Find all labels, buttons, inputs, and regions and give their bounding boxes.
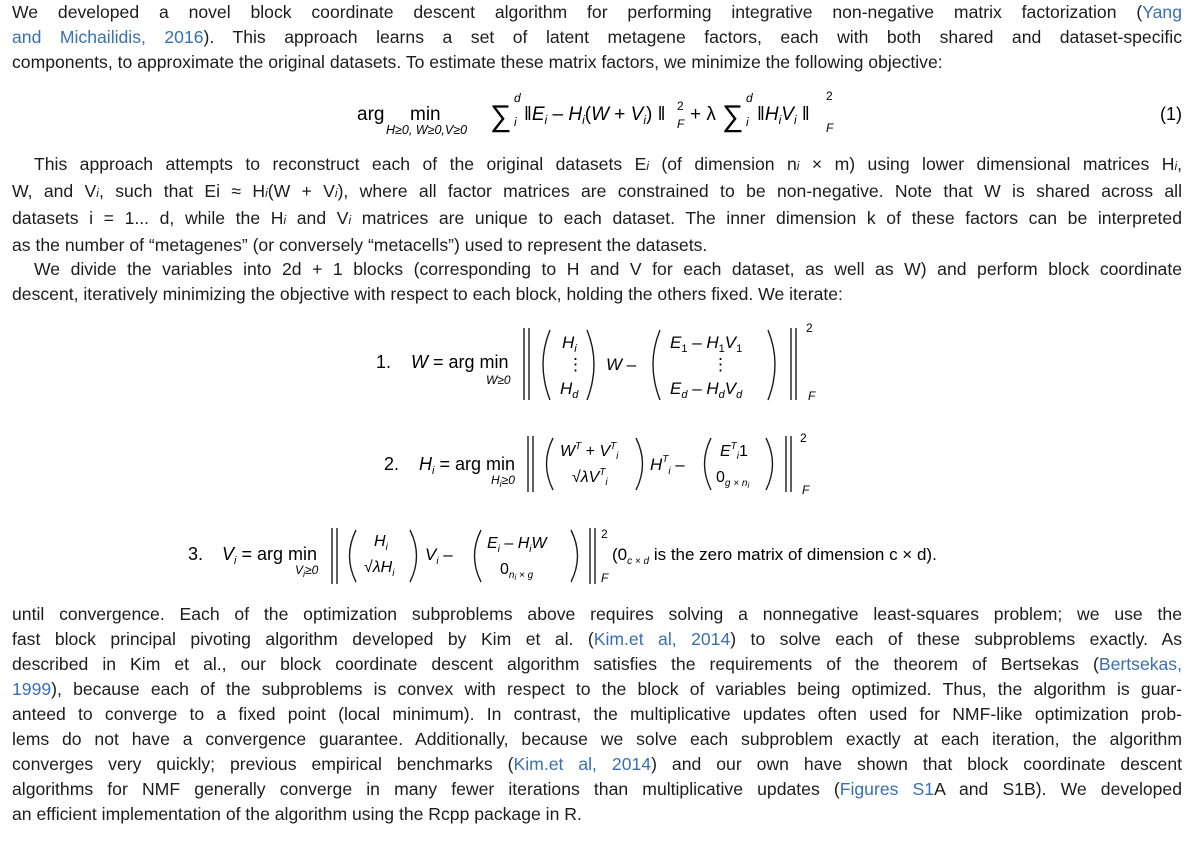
p2-text: × m) using lower dimensional matrices H — [799, 154, 1175, 174]
eq1-arg: arg — [357, 104, 385, 125]
equation-1 — [0, 82, 1196, 150]
eq1-min: min — [410, 104, 441, 125]
svg-text:Vi –: $V_i$ – — [425, 545, 453, 567]
svg-text:i: i — [746, 115, 749, 129]
p2-text: matrices are unique to each dataset. The inner dimension k of these factors can be interpreted — [351, 208, 1182, 228]
svg-text:ETi1: $E^T_i1$ — [720, 441, 748, 462]
p2-text: ), where all factor matrices are constrained to be non-negative. Note that W is shared across all — [337, 181, 1182, 201]
p4-text: algorithms for NMF generally converge in many fewer iterations than multiplicative updates ( — [12, 779, 840, 799]
step-3-equation — [0, 524, 1196, 590]
p4-text: A and S1B). We developed — [934, 779, 1182, 799]
citation-link[interactable]: 1999 — [12, 679, 52, 699]
svg-text:W = arg min: W = arg min — [411, 352, 509, 372]
svg-text:√λVTi: $√\lambda V^T_i$ — [572, 467, 608, 488]
citation-link[interactable]: Bertsekas, — [1098, 654, 1182, 674]
svg-text:2: 2 — [826, 89, 833, 103]
svg-text:F: F — [826, 121, 834, 135]
p4-text: an efficient implementation of the algorithm using the Rcpp package in R. — [12, 804, 582, 824]
svg-text:HTi –: $H^T_i$ – — [650, 454, 685, 477]
citation-link[interactable]: Kim.et al, 2014 — [593, 629, 731, 649]
svg-text:W –: W – — [606, 355, 637, 374]
eq1-number: (1) — [1160, 104, 1182, 124]
paragraph-3 — [12, 257, 1182, 307]
svg-text:i: i — [514, 115, 517, 129]
svg-text:2: 2 — [601, 527, 608, 541]
p2-text: W, and V — [12, 181, 97, 201]
p4-text: anteed to converge to a fixed point (local minimum). In contrast, the multiplicative updates often used for NMF-like optimization prob- — [12, 704, 1182, 724]
p3-text: We divide the variables into 2d + 1 blocks (corresponding to H and V for each dataset, as well as W) and perform block coordinate — [34, 259, 1182, 279]
citation-link[interactable]: Kim.et al, 2014 — [513, 754, 652, 774]
svg-text:W≥0: W≥0 — [486, 373, 511, 387]
step-2-equation — [0, 428, 1196, 498]
p2-text: (W + V — [267, 181, 335, 201]
svg-text:Hi: $H_i$ — [374, 533, 388, 553]
p4-text: lems do not have a convergence guarantee. Additionally, because we solve each subproblem exactly at each iteration, the algorithm — [12, 729, 1182, 749]
eq1-sum: ∑ — [490, 100, 512, 133]
svg-text:F: F — [802, 483, 810, 497]
svg-text:2: 2 — [677, 99, 684, 113]
svg-text:2: 2 — [806, 321, 813, 335]
svg-text:(0c × d is the zero matrix of: ($0_{c \times d}$ is the zero matrix of dimension c × d). — [612, 545, 937, 567]
step-3-number: 3. — [188, 544, 204, 564]
p4-text: ) and our own have shown that block coordinate descent — [651, 754, 1182, 774]
p4-text: until convergence. Each of the optimization subproblems above requires solving a nonnegative least-squares problem; we use the — [12, 604, 1182, 624]
svg-text:∑: ∑ — [722, 100, 744, 133]
svg-text:‖HiVi ‖: $‖H_iV_i$ ‖ — [757, 104, 810, 127]
svg-text:d: d — [514, 91, 521, 105]
step-2-number: 2. — [384, 454, 400, 474]
p2-text: datasets i = 1... d, while the H — [12, 208, 284, 228]
svg-text:Hd: $H_d$ — [560, 379, 579, 401]
svg-text:Vi = arg min: $V_i$ = arg min — [222, 544, 318, 567]
svg-text:WT + VTi: $W^T + V^T_i$ — [560, 441, 619, 462]
p2-text: as the number of “metagenes” (or conversely “metacells”) used to represent the datasets. — [12, 235, 708, 255]
p2-text: This approach attempts to reconstruct each of the original datasets E — [34, 154, 647, 174]
paragraph-2: This approach attempts to reconstruct each of the original datasets Ei (of dimension ni × m) using lower dimensional matrices Hi, W, and Vi, such that Ei ≈ Hi(W + Vi), where all factor matrices are constrained to be non-negative. Note that W is shared across all datasets i = 1... d, while the Hi and Vi matrices are unique to each dataset. The inner dimension k of these factors can be interpreted as the number of “metagenes” (or conversely “metacells”) used to represent the datasets. — [12, 152, 1182, 258]
paragraph-4 — [12, 602, 1182, 827]
svg-text:0ni × g: $0_ni \times g$ — [500, 561, 534, 582]
intro-text: components, to approximate the original datasets. To estimate these matrix factors, we minimize the following objective: — [12, 52, 943, 72]
svg-text:‖Ei – Hi(W + Vi) ‖: $‖E_i - H_i(W + V_i)$ ‖ — [524, 104, 666, 127]
p2-text: , such that Ei ≈ H — [98, 181, 266, 201]
svg-text:Ei – HiW: $E_i - H_iW$ — [487, 535, 547, 555]
svg-text:2: 2 — [800, 431, 807, 445]
svg-text:Vi≥0: $V_i\ge 0$ — [295, 563, 319, 579]
step-1-equation — [0, 318, 1196, 410]
intro-paragraph — [12, 0, 1182, 75]
p2-text: and V — [286, 208, 349, 228]
svg-text:Ed – HdVd: $E_d - H_dV_d$ — [670, 379, 743, 401]
p4-text: converges very quickly; previous empirical benchmarks ( — [12, 754, 514, 774]
intro-text: ). This approach learns a set of latent metagene factors, each with both shared and dataset-specific — [203, 27, 1183, 47]
svg-text:Hi = arg min: $H_i$ = arg min — [419, 454, 515, 477]
step-1-number: 1. — [376, 352, 392, 372]
p2-text: (of dimension n — [648, 154, 797, 174]
svg-text:√λHi: $√\lambda H_i$ — [364, 559, 395, 579]
svg-text:0g × ni: $0_{g \times n}i$ — [716, 469, 750, 490]
p4-text: ), because each of the subproblems is convex with respect to the block of variables being optimized. Thus, the algorithm is guar- — [51, 679, 1182, 699]
p4-text: described in Kim et al., our block coordinate descent algorithm satisfies the requirements of the theorem of Bertsekas ( — [12, 654, 1099, 674]
p3-text: descent, iteratively minimizing the objective with respect to each block, holding the others fixed. We iterate: — [12, 284, 843, 304]
svg-text:⋮: ⋮ — [712, 355, 729, 374]
svg-text:F: F — [677, 117, 685, 131]
citation-link[interactable]: and Michailidis, 2016 — [12, 27, 204, 47]
svg-text:⋮: ⋮ — [567, 355, 584, 374]
citation-link[interactable]: Yang — [1142, 2, 1182, 22]
eq1-constraint: H≥0, W≥0,V≥0 — [386, 123, 468, 137]
step-3-note: is the zero matrix of dimension c × d). — [653, 545, 937, 564]
svg-text:+ λ: + λ — [690, 104, 716, 125]
p4-text: ) to solve each of these subproblems exactly. As — [730, 629, 1182, 649]
intro-text: We developed a novel block coordinate descent algorithm for performing integrative non-negative matrix factorization ( — [12, 2, 1143, 22]
svg-text:Hi≥0: $H_i\ge 0$ — [491, 473, 515, 489]
svg-text:F: F — [808, 389, 816, 403]
p4-text: fast block principal pivoting algorithm developed by Kim et al. ( — [12, 629, 594, 649]
svg-text:Hi: $H_i$ — [562, 333, 577, 355]
figure-link[interactable]: Figures S1 — [839, 779, 935, 799]
svg-text:F: F — [601, 571, 609, 585]
svg-text:d: d — [746, 91, 753, 105]
svg-text:E1 – H1V1: $E_1 - H_1V_1$ — [670, 333, 743, 355]
